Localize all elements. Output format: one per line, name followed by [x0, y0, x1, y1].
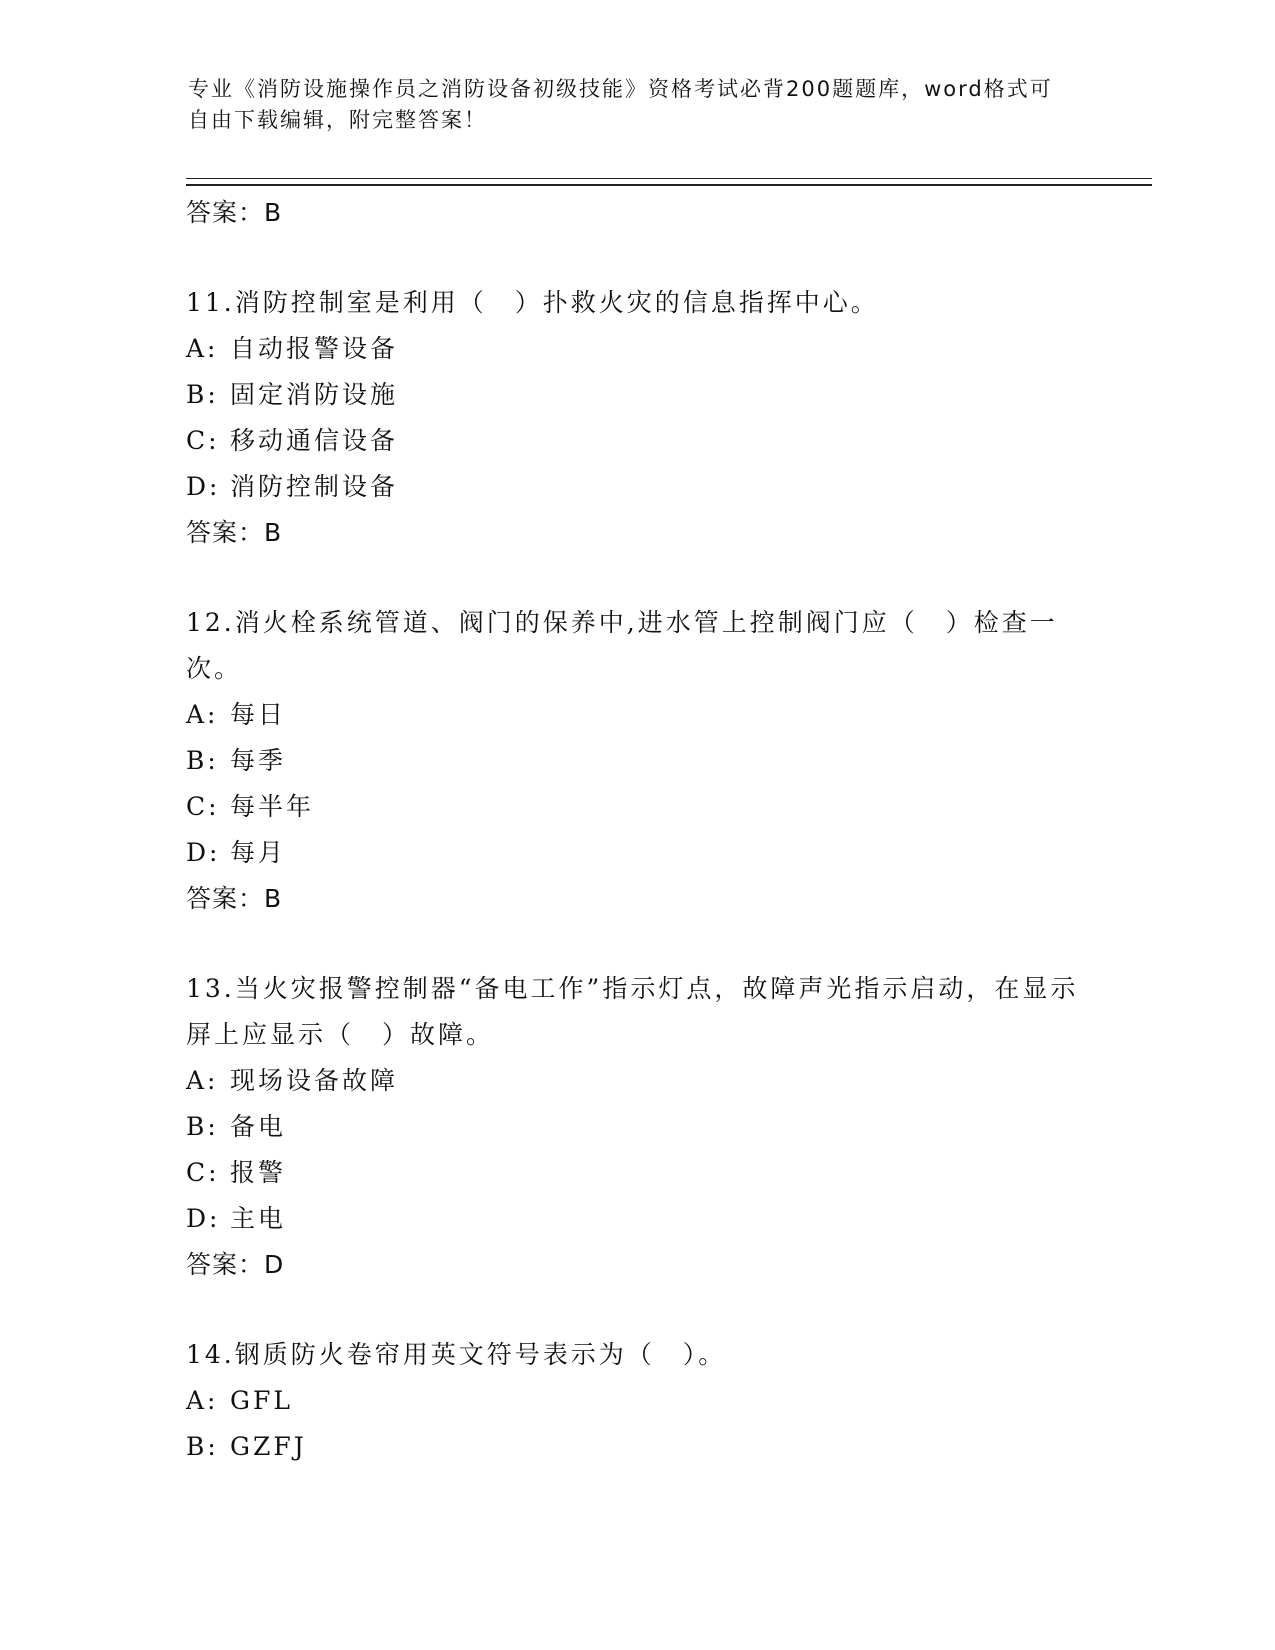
option: [186, 326, 1086, 372]
option: [186, 830, 1086, 876]
option: [186, 1104, 1086, 1150]
option-label: D:: [186, 838, 221, 867]
option: [186, 784, 1086, 830]
question-list: [186, 190, 1086, 1470]
option: [186, 1196, 1086, 1242]
option-text: 备电: [230, 1112, 287, 1141]
spacer: [186, 236, 1086, 280]
answer-line: 答案：B: [186, 198, 283, 227]
question-text: 12.消火栓系统管道、阀门的保养中,进水管上控制阀门应（ ）检查一次。: [186, 608, 1058, 683]
question-block: [186, 966, 1086, 1288]
spacer: [186, 922, 1086, 966]
option-text: GZFJ: [230, 1432, 307, 1461]
header-rule: [186, 178, 1152, 186]
option: [186, 1424, 1086, 1470]
option: [186, 1058, 1086, 1104]
option-label: C:: [186, 1158, 220, 1187]
question-text: 11.消防控制室是利用（ ）扑救火灾的信息指挥中心。: [186, 288, 879, 317]
option: [186, 738, 1086, 784]
option-label: B:: [186, 1432, 219, 1461]
option-label: A:: [186, 1066, 219, 1095]
option-text: 现场设备故障: [230, 1066, 399, 1095]
option-text: 每月: [230, 838, 287, 867]
option-text: 消防控制设备: [230, 472, 399, 501]
document-header: 专业《消防设施操作员之消防设备初级技能》资格考试必背200题题库，word格式可自由下载编辑，附完整答案！: [188, 77, 1053, 132]
answer-line: 答案：B: [186, 884, 283, 913]
option-text: GFL: [230, 1386, 293, 1415]
option: [186, 372, 1086, 418]
option-label: A:: [186, 700, 219, 729]
option: [186, 464, 1086, 510]
option-label: A:: [186, 1386, 219, 1415]
option: [186, 1150, 1086, 1196]
option-text: 移动通信设备: [230, 426, 399, 455]
option-label: B:: [186, 380, 219, 409]
option-text: 每日: [230, 700, 287, 729]
question-block: [186, 600, 1086, 922]
answer-line: 答案：B: [186, 518, 283, 547]
question-block: [186, 1332, 1086, 1470]
spacer: [186, 556, 1086, 600]
option-label: A:: [186, 334, 219, 363]
option-label: D:: [186, 472, 221, 501]
option-text: 每半年: [230, 792, 315, 821]
option-label: C:: [186, 426, 220, 455]
option: [186, 692, 1086, 738]
option-text: 主电: [230, 1204, 287, 1233]
option-text: 报警: [230, 1158, 287, 1187]
option-text: 每季: [230, 746, 287, 775]
option-text: 固定消防设施: [230, 380, 399, 409]
option-label: B:: [186, 1112, 219, 1141]
spacer: [186, 1288, 1086, 1332]
question-block: [186, 280, 1086, 556]
option-label: C:: [186, 792, 220, 821]
question-text: 14.钢质防火卷帘用英文符号表示为（ ）。: [186, 1340, 727, 1369]
answer-line: 答案：D: [186, 1250, 285, 1279]
option-text: 自动报警设备: [230, 334, 399, 363]
option: [186, 1378, 1086, 1424]
option-label: D:: [186, 1204, 221, 1233]
question-text: 13.当火灾报警控制器“备电工作”指示灯点，故障声光指示启动，在显示屏上应显示（ ）故障。: [186, 974, 1079, 1049]
option-label: B:: [186, 746, 219, 775]
option: [186, 418, 1086, 464]
